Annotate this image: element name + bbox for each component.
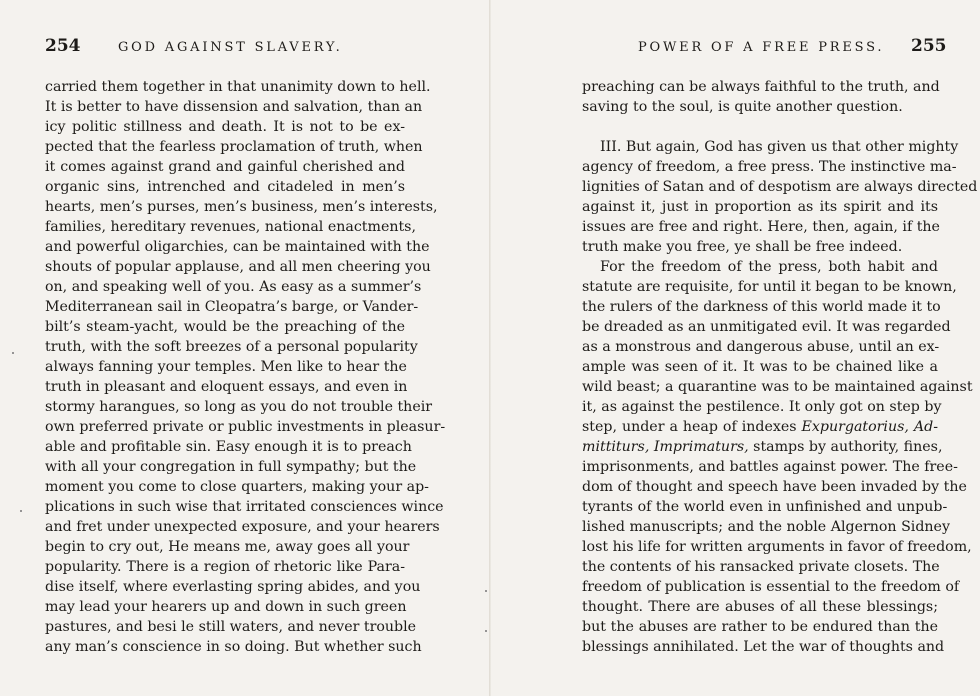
text-line: It is better to have dissension and salvation, than an: [45, 99, 423, 115]
text-line: any man’s conscience in so doing. But whether such: [45, 639, 422, 655]
text-line: imprisonments, and battles against power. The free-: [582, 459, 958, 475]
text-line: own preferred private or public investments in pleasur-: [45, 419, 446, 435]
text-line: ample was seen of it. It was to be chained like a: [582, 359, 938, 375]
right-page-number: 255: [911, 36, 947, 56]
text-line: with all your congregation in full sympathy; but the: [45, 459, 417, 475]
text-line: the rulers of the darkness of this world made it to: [582, 299, 941, 315]
text-line: step, under a heap of indexes Expurgatorius, Ad-: [582, 419, 938, 435]
text-line: tyrants of the world even in unfinished and unpub-: [582, 499, 948, 515]
text-line: dise itself, where everlasting spring abides, and you: [45, 579, 421, 595]
text-line: Mediterranean sail in Cleopatra’s barge, or Vander-: [45, 299, 419, 315]
text-line: truth in pleasant and eloquent essays, and even in: [45, 379, 408, 395]
text-line: it, as against the pestilence. It only got on step by: [582, 399, 942, 415]
italic-term: mittiturs,: [582, 439, 650, 455]
text-line: stormy harangues, so long as you do not trouble their: [45, 399, 433, 415]
text-line: saving to the soul, is quite another question.: [582, 99, 903, 115]
text-line: thought. There are abuses of all these blessings;: [582, 599, 938, 615]
left-running-header: GOD AGAINST SLAVERY.: [118, 40, 343, 55]
text-line: icy politic stillness and death. It is not to be ex-: [45, 119, 405, 135]
text-line: pastures, and besi le still waters, and never trouble: [45, 619, 417, 635]
text-line: and powerful oligarchies, can be maintained with the: [45, 239, 430, 255]
text-line: freedom of publication is essential to the freedom of: [582, 579, 960, 595]
text-line: be dreaded as an unmitigated evil. It was regarded: [582, 319, 951, 335]
text-line: on, and speaking well of you. As easy as a summer’s: [45, 279, 422, 295]
paragraph: [582, 77, 938, 117]
text-line: truth, with the soft breezes of a personal popularity: [45, 339, 418, 355]
left-body-text: [45, 77, 446, 657]
text-line: it comes against grand and gainful cherished and: [45, 159, 405, 175]
text-line: wild beast; a quarantine was to be maintained against: [582, 379, 973, 395]
text-line: begin to cry out, He means me, away goes all your: [45, 539, 410, 555]
scan-speck: [485, 630, 487, 632]
text-line: issues are free and right. Here, then, again, if the: [582, 219, 940, 235]
scan-speck: [485, 590, 487, 592]
paragraph-continued: [582, 457, 972, 657]
paragraph: [582, 257, 973, 417]
text-line: III. But again, God has given us that other mighty: [600, 139, 959, 155]
text-line: able and profitable sin. Easy enough it is to preach: [45, 439, 412, 455]
paragraph: [582, 137, 978, 257]
text-line: families, hereditary revenues, national enactments,: [45, 219, 416, 235]
text-line: mittiturs, Imprimaturs, stamps by authority, fines,: [582, 439, 943, 455]
text-line: lost his life for written arguments in favor of freedom,: [582, 539, 972, 555]
text-line: plications in such wise that irritated consciences wince: [45, 499, 444, 515]
text-line: preaching can be always faithful to the truth, and: [582, 79, 940, 95]
text-line: statute are requisite, for until it began to be known,: [582, 279, 957, 295]
left-page-number: 254: [45, 36, 81, 56]
text-line: always fanning your temples. Men like to hear the: [45, 359, 407, 375]
italic-term: Imprimaturs,: [653, 439, 749, 455]
text-line: popularity. There is a region of rhetoric like Para-: [45, 559, 405, 575]
text-line: shouts of popular applause, and all men cheering you: [45, 259, 431, 275]
text-line: lished manuscripts; and the noble Algernon Sidney: [582, 519, 950, 535]
text-line: blessings annihilated. Let the war of thoughts and: [582, 639, 945, 655]
text-line: truth make you free, ye shall be free indeed.: [582, 239, 903, 255]
text-line: and fret under unexpected exposure, and your hearers: [45, 519, 440, 535]
text-line: organic sins, intrenched and citadeled in men’s: [45, 179, 405, 195]
text-line: but the abuses are rather to be endured than the: [582, 619, 938, 635]
text-line: carried them together in that unanimity down to hell.: [45, 79, 431, 95]
right-body-text: [582, 77, 978, 657]
text-line: lignities of Satan and of despotism are always directed: [582, 179, 978, 195]
text-line: dom of thought and speech have been invaded by the: [582, 479, 967, 495]
italic-term: Expurgatorius, Ad-: [801, 419, 938, 435]
right-running-header: POWER OF A FREE PRESS.: [638, 40, 885, 55]
scan-speck: [20, 510, 22, 512]
scan-speck: [12, 352, 14, 354]
text-line: may lead your hearers up and down in such green: [45, 599, 407, 615]
text-line: hearts, men’s purses, men’s business, men’s interests,: [45, 199, 438, 215]
text-line: as a monstrous and dangerous abuse, until an ex-: [582, 339, 940, 355]
text-line: the contents of his ransacked private closets. The: [582, 559, 940, 575]
text-line: against it, just in proportion as its spirit and its: [582, 199, 938, 215]
text-line: moment you come to close quarters, making your ap-: [45, 479, 429, 495]
text-line: For the freedom of the press, both habit and: [600, 259, 938, 275]
text-line: agency of freedom, a free press. The instinctive ma-: [582, 159, 957, 175]
text-line: bilt’s steam-yacht, would be the preaching of the: [45, 319, 405, 335]
text-line: pected that the fearless proclamation of truth, when: [45, 139, 423, 155]
